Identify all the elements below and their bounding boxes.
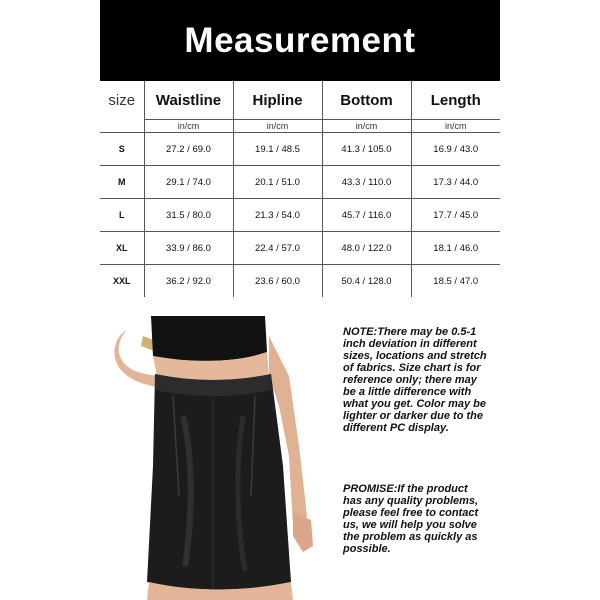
table-row <box>100 232 500 265</box>
value-cell: 17.7 / 45.0 <box>411 199 500 232</box>
length-column-header: Length <box>411 81 500 120</box>
unit-label: in/cm <box>144 120 233 133</box>
size-chart-table <box>100 81 500 297</box>
banner-title: Measurement <box>184 20 416 60</box>
value-cell: 21.3 / 54.0 <box>233 199 322 232</box>
value-cell: 17.3 / 44.0 <box>411 166 500 199</box>
quality-promise-note: PROMISE:If the product has any quality problems, please feel free to contact us, we will help you solve the problem as quickly as possible. <box>343 483 479 555</box>
value-cell: 41.3 / 105.0 <box>322 133 411 166</box>
value-cell: 19.1 / 48.5 <box>233 133 322 166</box>
waistline-column-header: Waistline <box>144 81 233 120</box>
unit-label: in/cm <box>233 120 322 133</box>
table-row <box>100 133 500 166</box>
size-cell: XXL <box>100 265 144 298</box>
value-cell: 45.7 / 116.0 <box>322 199 411 232</box>
model-skirt-illustration <box>113 316 328 600</box>
title-banner <box>100 0 500 81</box>
size-deviation-note: NOTE:There may be 0.5-1 inch deviation in different sizes, locations and stretch of fabrics. Size chart is for reference only; there may be a little difference with what you get. Color may be lighter or darker due to the different PC display. <box>343 326 487 434</box>
value-cell: 48.0 / 122.0 <box>322 232 411 265</box>
value-cell: 16.9 / 43.0 <box>411 133 500 166</box>
size-cell: M <box>100 166 144 199</box>
value-cell: 31.5 / 80.0 <box>144 199 233 232</box>
value-cell: 18.5 / 47.0 <box>433 275 479 287</box>
unit-label: in/cm <box>411 120 500 133</box>
size-cell: L <box>100 199 144 232</box>
value-cell: 50.4 / 128.0 <box>322 265 411 298</box>
value-cell: 33.9 / 86.0 <box>144 232 233 265</box>
table-row <box>100 265 500 298</box>
value-cell: 22.4 / 57.0 <box>233 232 322 265</box>
table-row <box>100 199 500 232</box>
value-cell: 23.6 / 60.0 <box>233 265 322 298</box>
hipline-column-header: Hipline <box>233 81 322 120</box>
value-cell: 29.1 / 74.0 <box>144 166 233 199</box>
table-row <box>100 166 500 199</box>
header-row <box>100 81 500 120</box>
unit-blank-cell <box>100 120 144 133</box>
bottom-column-header: Bottom <box>322 81 411 120</box>
product-photo <box>113 316 328 600</box>
size-column-header: size <box>100 81 144 120</box>
value-cell: 27.2 / 69.0 <box>144 133 233 166</box>
size-cell: S <box>100 133 144 166</box>
unit-row <box>100 120 500 133</box>
value-cell: 36.2 / 92.0 <box>144 265 233 298</box>
value-cell: 20.1 / 51.0 <box>233 166 322 199</box>
unit-label: in/cm <box>322 120 411 133</box>
value-cell: 18.1 / 46.0 <box>411 232 500 265</box>
size-cell: XL <box>100 232 144 265</box>
value-cell: 43.3 / 110.0 <box>322 166 411 199</box>
